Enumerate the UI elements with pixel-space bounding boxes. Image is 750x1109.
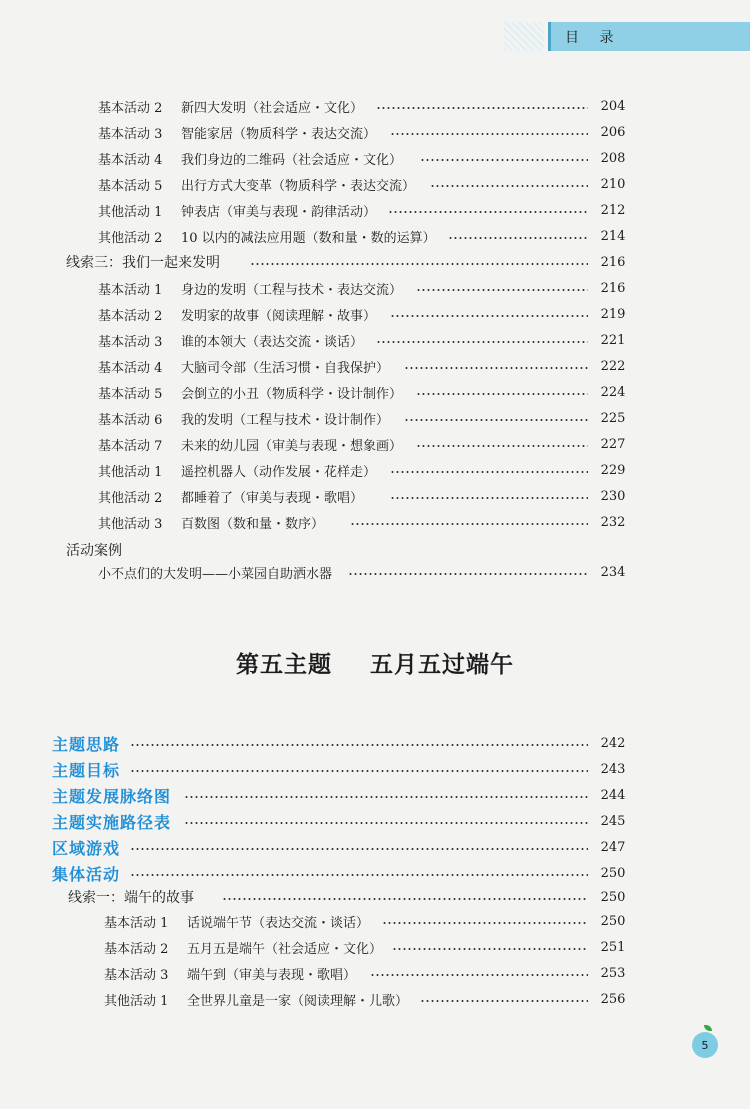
entry-label: 基本活动 4 — [98, 360, 163, 376]
entry-label: 基本活动 2 — [104, 941, 169, 957]
page-number-badge — [692, 1032, 718, 1058]
leader-dots — [390, 497, 588, 499]
leader-dots — [388, 211, 588, 213]
entry-label: 基本活动 5 — [98, 178, 163, 194]
toc-topic[interactable] — [0, 809, 750, 833]
entry-label: 基本活动 5 — [98, 386, 163, 402]
entry-page: 225 — [600, 410, 626, 426]
page-number: 5 — [701, 1038, 709, 1052]
topic-title: 区域游戏 — [52, 838, 121, 858]
entry-title: 身边的发明（工程与技术・表达交流） — [181, 282, 403, 298]
toc-entry[interactable] — [0, 120, 750, 144]
topic-page: 242 — [600, 735, 626, 751]
toc-entry[interactable] — [0, 354, 750, 378]
entry-title: 都睡着了（审美与表现・歌唱） — [181, 490, 364, 506]
toc-entry[interactable] — [0, 302, 750, 326]
leader-dots — [184, 796, 588, 798]
leader-dots — [404, 419, 588, 421]
leader-dots — [404, 367, 588, 369]
toc-topic[interactable] — [0, 731, 750, 755]
leader-dots — [348, 573, 588, 575]
entry-page: 219 — [600, 306, 626, 322]
entry-page: 222 — [600, 358, 626, 374]
leader-dots — [250, 263, 588, 265]
toc-section[interactable] — [0, 250, 750, 274]
leader-dots — [390, 133, 588, 135]
leader-dots — [350, 523, 588, 525]
entry-page: 214 — [600, 228, 626, 244]
theme-number: 第五主题 — [236, 651, 332, 678]
leader-dots — [390, 471, 588, 473]
toc-topic[interactable] — [0, 835, 750, 859]
topic-page: 243 — [600, 761, 626, 777]
entry-page: 251 — [600, 939, 626, 955]
entry-title: 会倒立的小丑（物质科学・设计制作） — [181, 386, 403, 402]
entry-label: 基本活动 1 — [98, 282, 163, 298]
leader-dots — [448, 237, 588, 239]
entry-page: 234 — [600, 564, 626, 580]
leader-dots — [130, 744, 588, 746]
toc-entry[interactable] — [0, 560, 750, 584]
toc-entry[interactable] — [0, 224, 750, 248]
leader-dots — [382, 922, 588, 924]
entry-label: 基本活动 3 — [104, 967, 169, 983]
entry-label: 基本活动 3 — [98, 126, 163, 142]
toc-entry[interactable] — [0, 172, 750, 196]
leader-dots — [416, 445, 588, 447]
entry-title: 钟表店（审美与表现・韵律活动） — [181, 204, 377, 220]
topic-page: 250 — [600, 865, 626, 881]
entry-title: 10 以内的减法应用题（数和量・数的运算） — [181, 230, 436, 246]
entry-title: 我的发明（工程与技术・设计制作） — [181, 412, 390, 428]
toc-entry[interactable] — [0, 198, 750, 222]
entry-title: 出行方式大变革（物质科学・表达交流） — [181, 178, 416, 194]
toc-entry[interactable] — [0, 935, 750, 959]
entry-page: 216 — [600, 280, 626, 296]
leader-dots — [430, 185, 588, 187]
entry-label: 基本活动 7 — [98, 438, 163, 454]
section-title: 活动案例 — [66, 543, 122, 559]
entry-label: 其他活动 1 — [104, 993, 169, 1009]
section-title: 线索一：端午的故事 — [68, 890, 194, 906]
topic-title: 主题发展脉络图 — [52, 786, 172, 806]
toc-topic[interactable] — [0, 783, 750, 807]
entry-page: 221 — [600, 332, 626, 348]
topic-page: 244 — [600, 787, 626, 803]
entry-page: 230 — [600, 488, 626, 504]
toc-entry[interactable] — [0, 510, 750, 534]
topic-page: 247 — [600, 839, 626, 855]
toc-entry[interactable] — [0, 909, 750, 933]
entry-label: 基本活动 2 — [98, 100, 163, 116]
leader-dots — [370, 974, 588, 976]
leader-dots — [130, 770, 588, 772]
toc-entry[interactable] — [0, 380, 750, 404]
section-page: 250 — [600, 889, 626, 905]
section-page: 216 — [600, 254, 626, 270]
topic-title: 集体活动 — [52, 864, 121, 884]
leader-dots — [416, 393, 588, 395]
entry-label: 其他活动 2 — [98, 230, 163, 246]
entry-page: 212 — [600, 202, 626, 218]
entry-label: 基本活动 2 — [98, 308, 163, 324]
toc-topic[interactable] — [0, 861, 750, 885]
toc-entry[interactable] — [0, 94, 750, 118]
entry-page: 224 — [600, 384, 626, 400]
entry-label: 基本活动 1 — [104, 915, 169, 931]
entry-label: 基本活动 3 — [98, 334, 163, 350]
entry-title: 我们身边的二维码（社会适应・文化） — [181, 152, 403, 168]
leader-dots — [376, 341, 588, 343]
topic-page: 245 — [600, 813, 626, 829]
toc-section[interactable] — [0, 885, 750, 909]
entry-page: 253 — [600, 965, 626, 981]
section-title: 线索三：我们一起来发明 — [66, 255, 220, 271]
entry-title: 未来的幼儿园（审美与表现・想象画） — [181, 438, 403, 454]
leaf-icon — [704, 1025, 712, 1031]
entry-title: 话说端午节（表达交流・谈话） — [187, 915, 370, 931]
toc-entry[interactable] — [0, 276, 750, 300]
entry-title: 端午到（审美与表现・歌唱） — [187, 967, 357, 983]
entry-title: 发明家的故事（阅读理解・故事） — [181, 308, 377, 324]
entry-title: 小不点们的大发明——小菜园自助洒水器 — [98, 566, 333, 582]
theme-heading — [0, 646, 750, 679]
entry-title: 智能家居（物质科学・表达交流） — [181, 126, 377, 142]
entry-label: 其他活动 3 — [98, 516, 163, 532]
leader-dots — [392, 948, 588, 950]
toc-entry[interactable] — [0, 328, 750, 352]
toc-entry[interactable] — [0, 987, 750, 1011]
section-tab — [548, 22, 750, 51]
entry-page: 250 — [600, 913, 626, 929]
entry-title: 谁的本领大（表达交流・谈话） — [181, 334, 364, 350]
leader-dots — [130, 848, 588, 850]
header-decoration — [504, 22, 544, 51]
entry-page: 232 — [600, 514, 626, 530]
toc-section[interactable] — [0, 538, 750, 562]
leader-dots — [390, 315, 588, 317]
leader-dots — [420, 159, 588, 161]
leader-dots — [130, 874, 588, 876]
entry-page: 256 — [600, 991, 626, 1007]
leader-dots — [416, 289, 588, 291]
toc-entry[interactable] — [0, 961, 750, 985]
entry-title: 遥控机器人（动作发展・花样走） — [181, 464, 377, 480]
leader-dots — [420, 1000, 588, 1002]
leader-dots — [376, 107, 588, 109]
topic-title: 主题思路 — [52, 734, 121, 754]
toc-entry[interactable] — [0, 458, 750, 482]
section-tab-label: 目 录 — [565, 29, 622, 46]
theme-title: 五月五过端午 — [370, 651, 514, 678]
toc-entry[interactable] — [0, 406, 750, 430]
entry-title: 五月五是端午（社会适应・文化） — [187, 941, 383, 957]
entry-title: 百数图（数和量・数序） — [181, 516, 325, 532]
entry-label: 其他活动 1 — [98, 464, 163, 480]
entry-page: 204 — [600, 98, 626, 114]
entry-page: 227 — [600, 436, 626, 452]
entry-title: 新四大发明（社会适应・文化） — [181, 100, 364, 116]
toc-entry[interactable] — [0, 484, 750, 508]
entry-title: 大脑司令部（生活习惯・自我保护） — [181, 360, 390, 376]
entry-page: 210 — [600, 176, 626, 192]
toc-topic[interactable] — [0, 757, 750, 781]
leader-dots — [184, 822, 588, 824]
entry-page: 208 — [600, 150, 626, 166]
entry-title: 全世界儿童是一家（阅读理解・儿歌） — [187, 993, 409, 1009]
leader-dots — [222, 898, 588, 900]
entry-page: 229 — [600, 462, 626, 478]
topic-title: 主题实施路径表 — [52, 812, 172, 832]
entry-page: 206 — [600, 124, 626, 140]
entry-label: 基本活动 6 — [98, 412, 163, 428]
entry-label: 基本活动 4 — [98, 152, 163, 168]
toc-entry[interactable] — [0, 432, 750, 456]
entry-label: 其他活动 2 — [98, 490, 163, 506]
entry-label: 其他活动 1 — [98, 204, 163, 220]
toc-entry[interactable] — [0, 146, 750, 170]
topic-title: 主题目标 — [52, 760, 121, 780]
